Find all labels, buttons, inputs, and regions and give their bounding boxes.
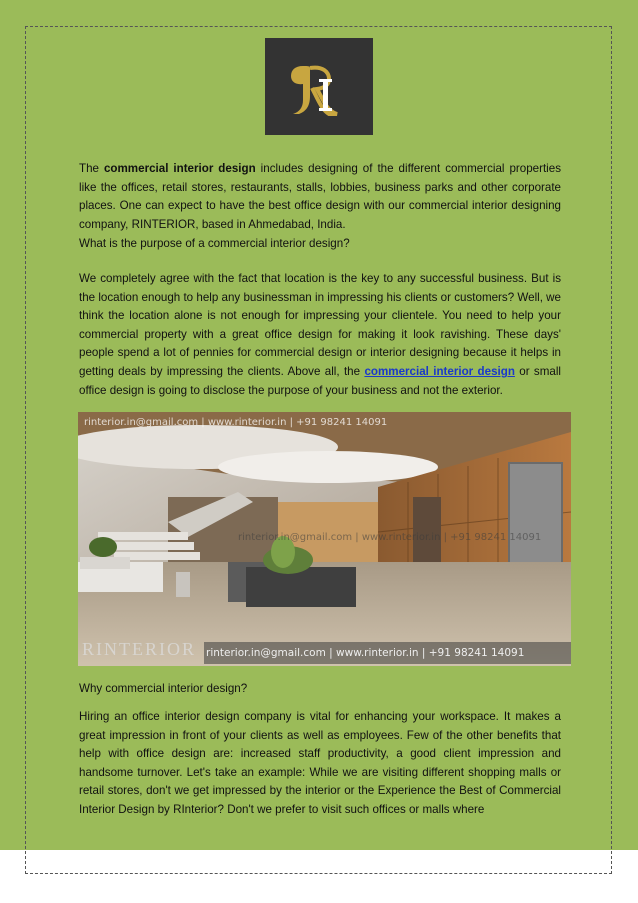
photo-watermark-mid: rinterior.in@gmail.com | www.rinterior.in | +91 98241 14091 bbox=[238, 532, 542, 543]
office-interior-photo bbox=[78, 412, 571, 666]
photo-brand-watermark: RINTERIOR bbox=[82, 639, 196, 659]
purpose-paragraph: We completely agree with the fact that location is the key to any successful business. But is the location enough to help any businessman in impressing his clients or customers? Well, we think the location alone is not enough for impressing your clientele. You need to help your commercial property with a great office design for making it look ravishing. These days' people spend a lot of pennies for commercial design or interior designing because it helps in getting deals by impressing the clients. Above all, the commercial interior design or small office design is going to disclose the purpose of your business and not the exterior. bbox=[79, 272, 561, 397]
logo-mark-icon bbox=[265, 38, 373, 135]
why-paragraph: Hiring an office interior design company is vital for enhancing your workspace. It makes a great impression in front of your clients as well as employees. Few of the other benefits that help with office design are: increased staff productivity, a good client impression and handsome turnover. Let's take an example: While we are visiting different shopping malls or retail stores, don't we get impressed by the interior or the Experience the Best of Commercial Interior Design by RInterior? Don't we prefer to visit such offices or malls where bbox=[79, 710, 561, 816]
company-logo bbox=[265, 38, 373, 135]
photo-watermark-bottom: rinterior.in@gmail.com | www.rinterior.in | +91 98241 14091 bbox=[204, 642, 571, 664]
commercial-interior-design-link[interactable]: commercial interior design bbox=[364, 364, 515, 378]
intro-bold-term: commercial interior design bbox=[103, 162, 256, 175]
question-purpose: What is the purpose of a commercial interior design? bbox=[79, 237, 350, 250]
question-why: Why commercial interior design? bbox=[79, 682, 248, 695]
intro-paragraph: The commercial interior design includes designing of the different commercial properties like the offices, retail stores, restaurants, stalls, lobbies, business parks and other corporate places. One can expect to have the best office design with our commercial interior designing company, RINTERIOR, based in Ahmedabad, India. bbox=[79, 162, 562, 231]
photo-watermark-top: rinterior.in@gmail.com | www.rinterior.in | +91 98241 14091 bbox=[84, 417, 388, 428]
